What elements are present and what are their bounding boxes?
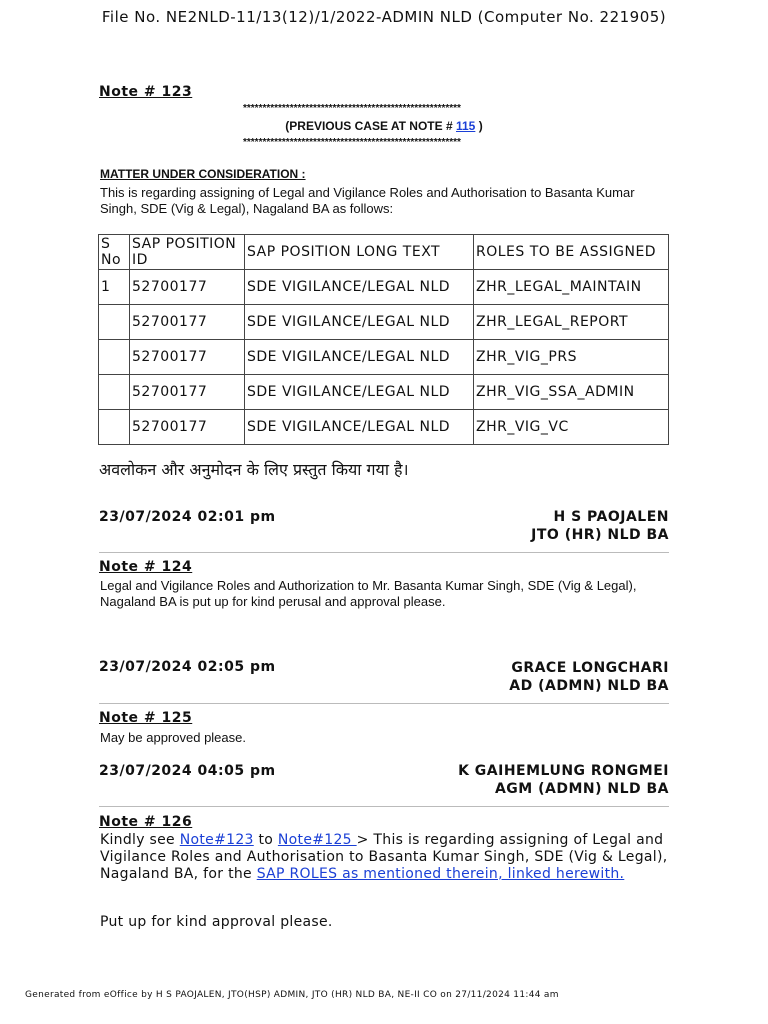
cell-s-no (99, 375, 130, 410)
note-126-prefix: Kindly see (100, 832, 180, 848)
separator-line (99, 806, 669, 807)
signer-name: GRACE LONGCHARI (511, 660, 669, 676)
file-header: File No. NE2NLD-11/13(12)/1/2022-ADMIN NLD (Computer No. 221905) (101, 8, 667, 26)
stars-divider-bottom: ******************************************************** (243, 137, 461, 148)
header-roles-to-be-assigned: ROLES TO BE ASSIGNED (474, 235, 669, 270)
note-124-text: Legal and Vigilance Roles and Authorization to Mr. Basanta Kumar Singh, SDE (Vig & Legal), Nagaland BA is put up for kind perusal and approval please. (100, 578, 637, 609)
cell-role: ZHR_VIG_SSA_ADMIN (474, 375, 669, 410)
cell-sap-position-long-text: SDE VIGILANCE/LEGAL NLD (245, 270, 474, 305)
note-126-to: to (253, 832, 278, 848)
cell-role: ZHR_LEGAL_MAINTAIN (474, 270, 669, 305)
cell-sap-position-long-text: SDE VIGILANCE/LEGAL NLD (245, 340, 474, 375)
matter-under-consideration-heading: MATTER UNDER CONSIDERATION : (100, 167, 306, 181)
previous-case-link[interactable]: 115 (456, 119, 476, 133)
note-123-signature (531, 508, 669, 544)
cell-sap-position-id: 52700177 (130, 305, 245, 340)
cell-s-no (99, 410, 130, 445)
cell-sap-position-id: 52700177 (130, 270, 245, 305)
table-row (99, 305, 669, 340)
matter-under-consideration-text: This is regarding assigning of Legal and Vigilance Roles and Authorisation to Basanta Kumar Singh, SDE (Vig & Legal), Nagaland BA as follows: (100, 185, 635, 216)
note-125-link[interactable]: Note#125 (277, 832, 357, 848)
header-s-no: S No (99, 235, 130, 270)
footer-generated-info: Generated from eOffice by H S PAOJALEN, JTO(HSP) ADMIN, JTO (HR) NLD BA, NE-II CO on 27/11/2024 11:44 am (25, 990, 559, 1000)
cell-role: ZHR_LEGAL_REPORT (474, 305, 669, 340)
table-row (99, 375, 669, 410)
separator-line (99, 552, 669, 553)
note-124-title: Note # 124 (99, 559, 193, 575)
cell-sap-position-long-text: SDE VIGILANCE/LEGAL NLD (245, 305, 474, 340)
cell-s-no (99, 305, 130, 340)
note-125-title: Note # 125 (99, 710, 193, 726)
previous-case-line (0, 119, 768, 133)
cell-s-no: 1 (99, 270, 130, 305)
table-header-row (99, 235, 669, 270)
cell-sap-position-id: 52700177 (130, 375, 245, 410)
hindi-submission-text: अवलोकन और अनुमोदन के लिए प्रस्तुत किया गया है। (99, 460, 409, 479)
note-123-date: 23/07/2024 02:01 pm (99, 509, 276, 525)
signer-designation: AGM (ADMN) NLD BA (494, 781, 669, 797)
previous-case-suffix: ) (475, 119, 483, 133)
previous-case-prefix: (PREVIOUS CASE AT NOTE # (285, 119, 456, 133)
note-125-text: May be approved please. (100, 730, 246, 745)
note-126-text (100, 832, 670, 883)
note-126-body: > This is regarding assigning of Legal and Vigilance Roles and Authorisation to Basanta Kumar Singh, SDE (Vig & Legal), Nagaland BA, for the (100, 832, 668, 882)
table-row (99, 340, 669, 375)
note-126-closing: Put up for kind approval please. (100, 914, 333, 930)
signer-designation: JTO (HR) NLD BA (531, 527, 669, 543)
roles-table (98, 234, 669, 445)
cell-sap-position-long-text: SDE VIGILANCE/LEGAL NLD (245, 375, 474, 410)
note-124-signature (509, 659, 669, 695)
header-sap-position-id: SAP POSITION ID (130, 235, 245, 270)
note-123-link[interactable]: Note#123 (179, 832, 254, 848)
note-126-title: Note # 126 (99, 814, 193, 830)
note-123-title: Note # 123 (99, 84, 193, 100)
separator-line (99, 703, 669, 704)
table-row (99, 270, 669, 305)
note-125-signature (458, 762, 669, 798)
note-124-date: 23/07/2024 02:05 pm (99, 659, 276, 675)
cell-sap-position-id: 52700177 (130, 410, 245, 445)
table-row (99, 410, 669, 445)
cell-s-no (99, 340, 130, 375)
stars-divider-top: ******************************************************** (243, 103, 461, 114)
signer-name: K GAIHEMLUNG RONGMEI (458, 763, 669, 779)
signer-designation: AD (ADMN) NLD BA (509, 678, 669, 694)
sap-roles-link[interactable]: SAP ROLES as mentioned therein, linked herewith. (256, 866, 625, 882)
cell-sap-position-long-text: SDE VIGILANCE/LEGAL NLD (245, 410, 474, 445)
cell-sap-position-id: 52700177 (130, 340, 245, 375)
note-125-date: 23/07/2024 04:05 pm (99, 763, 276, 779)
signer-name: H S PAOJALEN (553, 509, 669, 525)
cell-role: ZHR_VIG_VC (474, 410, 669, 445)
cell-role: ZHR_VIG_PRS (474, 340, 669, 375)
header-sap-position-long-text: SAP POSITION LONG TEXT (245, 235, 474, 270)
